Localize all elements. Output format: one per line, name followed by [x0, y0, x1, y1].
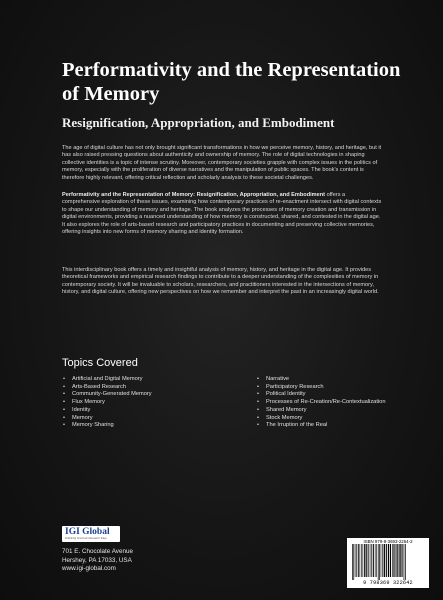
barcode-bar	[393, 544, 394, 577]
publisher-logo-text: IGI Global	[65, 527, 110, 537]
topics-heading: Topics Covered	[62, 357, 138, 369]
bullet-icon: •	[63, 399, 65, 406]
barcode-bar	[384, 544, 385, 577]
topic-item: • Community-Generated Memory	[63, 391, 152, 398]
topic-item: • Processes of Re-Creation/Re-Contextualization	[257, 399, 386, 406]
topic-item: • Memory	[63, 414, 93, 421]
barcode-bar	[404, 544, 405, 580]
description-paragraph-1: The age of digital culture has not only brought significant transformations in how we perceive memory, history, and heritage, but it has also raised pressing questions about authenticity and ownership of memory. The role of digital technologies in shaping collective identities is a topic of intense scrutiny. Moreover, contemporary societies grapple with complex issues in the politics of memory, especially with the proliferation of diverse narratives and the manipulation of public spaces. The book's content is therefore highly relevant, offering critical reflection and scholarly analysis to these societal challenges.	[62, 145, 382, 181]
bullet-icon: •	[257, 383, 259, 390]
bullet-icon: •	[63, 391, 65, 398]
bullet-icon: •	[63, 406, 65, 413]
bullet-icon: •	[257, 414, 259, 421]
publisher-address	[62, 548, 133, 574]
barcode-bar	[371, 544, 372, 577]
description-paragraph-2-text: offers a comprehensive exploration of these issues, examining how contemporary practices of re-enactment intersect with digital contexts to shape our understanding of memory and heritage. The book analyzes the processes of memory creation and transmission in digital environments, providing a nuanced understanding of how memory is constructed, shared, and contested in the digital age. It also explores the role of arts-based research and participatory practices in documenting and preserving collective memories, offering insights into new forms of memory sharing and identity formation.	[62, 192, 382, 236]
barcode-bar	[375, 544, 376, 577]
topic-item: • Narrative	[257, 376, 290, 382]
address-street: 701 E. Chocolate Avenue	[62, 548, 133, 555]
topic-item: • Political Identity	[257, 391, 306, 398]
publisher-website-link[interactable]: www.igi-global.com	[62, 565, 116, 573]
bullet-icon: •	[257, 376, 259, 382]
barcode-bar	[358, 544, 359, 577]
description-paragraph-3: This interdisciplinary book offers a timely and insightful analysis of memory, history, and heritage in the digital age. It provides theoretical frameworks and empirical research findings to contribute to a deeper understanding of the complexities of memory in contemporary society. It will be invaluable to scholars, researchers, and practitioners interested in the intersections of memory, history, and digital culture, offering new perspectives on how we remember and interpret the past in an increasingly digital world.	[62, 267, 379, 296]
topic-item: • The Irruption of the Real	[257, 422, 328, 429]
topics-list-left	[62, 376, 152, 430]
barcode-bar	[368, 544, 369, 577]
barcode-bar	[382, 544, 383, 577]
barcode-bar	[386, 544, 387, 577]
barcode-bar	[399, 544, 400, 577]
bullet-icon: •	[257, 422, 259, 429]
bullet-icon: •	[257, 406, 259, 413]
barcode-bar	[361, 544, 362, 577]
barcode-bar	[366, 544, 367, 577]
publisher-logo	[62, 526, 120, 542]
bullet-icon: •	[257, 391, 259, 398]
barcode-bar	[370, 544, 371, 577]
publisher-logo-tagline: Publishing Tomorrow's Research Today	[65, 537, 107, 540]
description-lead-title: Performativity and the Representation of Memory: Resignification, Appropriation, and Embodiment	[62, 192, 326, 198]
barcode-bar	[363, 544, 364, 577]
barcode-bar	[360, 544, 361, 577]
topic-item: • Artificial and Digital Memory	[63, 376, 143, 382]
bullet-icon: •	[63, 383, 65, 390]
barcode-bar	[397, 544, 398, 577]
barcode-bar	[402, 544, 403, 577]
address-city: Hershey, PA 17033, USA	[62, 556, 132, 564]
barcode-bar	[396, 544, 397, 577]
isbn-label: ISBN 979-8-3693-2264-2	[363, 539, 413, 544]
barcode-bar	[352, 544, 353, 580]
topic-item: • Flux Memory	[63, 399, 105, 406]
bullet-icon: •	[63, 414, 65, 421]
barcode-bar	[373, 544, 374, 577]
barcode-bar	[379, 544, 380, 580]
barcode-bar	[356, 544, 357, 577]
topic-item: • Memory Sharing	[63, 422, 114, 429]
barcode-bar	[353, 544, 354, 580]
topic-item: • Shared Memory	[257, 406, 307, 413]
barcode-bar	[355, 544, 356, 577]
topic-item: • Stock Memory	[257, 414, 303, 421]
bullet-icon: •	[63, 376, 65, 382]
bullet-icon: •	[63, 422, 65, 429]
barcode-bar	[388, 544, 389, 577]
book-subtitle: Resignification, Appropriation, and Embodiment	[62, 115, 335, 130]
barcode-digits: 9 798369 322642	[363, 580, 413, 586]
barcode-bar	[390, 544, 391, 577]
barcode-bar	[392, 544, 393, 577]
book-title: Performativity and the Representation of Memory	[62, 59, 401, 105]
topic-item: • Participatory Research	[257, 383, 324, 390]
topics-list-right	[256, 376, 386, 430]
description-paragraph-2	[62, 192, 382, 236]
topic-item: • Identity	[63, 406, 91, 413]
barcode-bar	[405, 544, 406, 580]
bullet-icon: •	[257, 399, 259, 406]
barcode-bar	[378, 544, 379, 580]
topic-item: • Arts-Based Research	[63, 383, 127, 390]
barcode-bar	[376, 544, 377, 577]
barcode-bar	[364, 544, 365, 577]
barcode-graphic	[347, 544, 429, 580]
isbn-barcode	[347, 538, 429, 588]
barcode-bar	[381, 544, 382, 577]
